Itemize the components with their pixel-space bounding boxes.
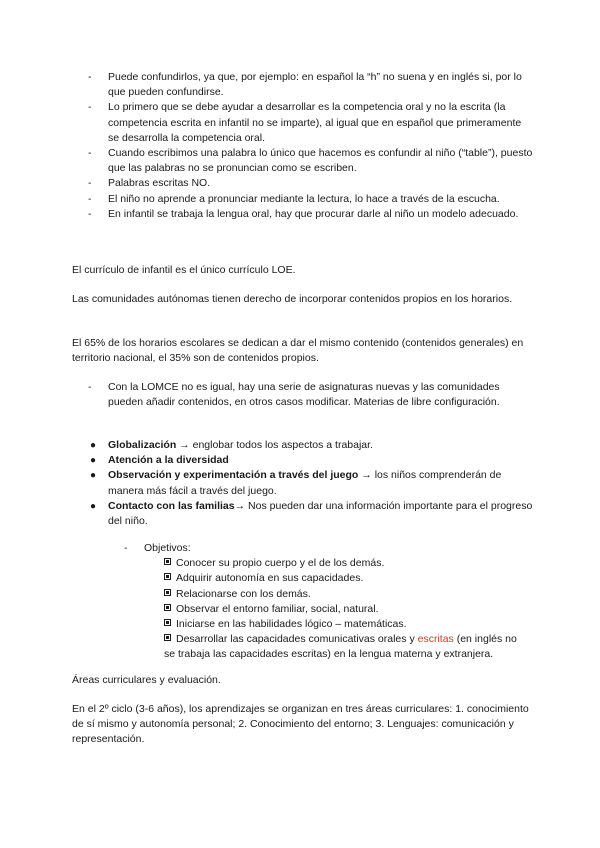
highlighted-word: escritas [417, 633, 454, 646]
list-item: Observar el entorno familiar, social, natural. [164, 602, 524, 617]
list-item: Desarrollar las capacidades comunicativas orales y escritas (en inglés no se trabaja las capacidades escritas) en la lengua materna y extranjera. [164, 633, 517, 661]
bullet-icon: ● [90, 500, 97, 512]
objectives-heading: - Objetivos: Conocer su propio cuerpo y el de los demás. Adquirir autonomía en sus capacidades. Relacionarse con los demás. Observar el entorno familiar, social, natural. Iniciarse en las habilidades lógico – matemáticas. Desarrollar las capacidades comunicativas orales y escritas (en inglés no se trabaja las capacidades escritas) en la lengua materna y extranjera. [124, 541, 524, 663]
list-item: ● Observación y experimentación a través del juego → los niños comprenderán de manera más fácil a través del juego. [90, 469, 502, 497]
principles-list [88, 438, 533, 529]
list-item: - Puede confundirlos, ya que, por ejemplo: en español la “h” no suena y en inglés si, por lo que pueden confundirse. [88, 71, 522, 99]
bullet-icon: ● [90, 470, 97, 482]
square-bullet-icon [164, 573, 171, 580]
paragraph-ciclo: En el 2º ciclo (3-6 años), los aprendizajes se organizan en tres áreas curriculares: 1. conocimiento de sí mismo y autonomía personal; 2. Conocimiento del entorno; 3. Lenguajes: comunicación y representación. [72, 703, 529, 746]
bullet-icon: ● [90, 440, 97, 451]
list-item: ● Globalización → englobar todos los aspectos a trabajar. [88, 438, 533, 453]
list-item: - El niño no aprende a pronunciar mediante la lectura, lo hace a través de la escucha. [88, 192, 500, 205]
list-item: - Palabras escritas NO. [88, 177, 211, 190]
list-item: ● Atención a la diversidad [88, 453, 533, 468]
list-item: Adquirir autonomía en sus capacidades. [164, 571, 524, 586]
intro-list [88, 70, 533, 222]
list-item: - Con la LOMCE no es igual, hay una serie de asignaturas nuevas y las comunidades pueden añadir contenidos, en otros casos modificar. Materias de libre configuración. [88, 381, 500, 409]
square-bullet-icon [164, 619, 171, 626]
square-bullet-icon [164, 604, 171, 611]
paragraph-percentages: El 65% de los horarios escolares se dedican a dar el mismo contenido (contenidos generales) en territorio nacional, el 35% son de contenidos propios. [72, 337, 524, 365]
list-item: - Cuando escribimos una palabra lo único que hacemos es confundir al niño (“table”), puesto que las palabras no se pronuncian como se escriben. [88, 147, 533, 175]
list-item: ● Contacto con las familias→ Nos pueden dar una información importante para el progreso del niño. [90, 499, 533, 528]
paragraph-areas: Áreas curriculares y evaluación. [72, 674, 221, 686]
objectives-list [124, 541, 524, 663]
list-item: Conocer su propio cuerpo y el de los demás. [164, 556, 524, 571]
list-item: Relacionarse con los demás. [164, 587, 524, 602]
list-item: - Lo primero que se debe ayudar a desarrollar es la competencia oral y no la escrita (la competencia escrita en infantil no se imparte), al igual que en español que primeramente se desarrolla la competencia oral. [88, 101, 522, 144]
list-item: Iniciarse en las habilidades lógico – matemáticas. [164, 617, 524, 632]
square-bullet-icon [164, 589, 171, 596]
objectives-sublist [144, 556, 524, 662]
paragraph-ccaa: Las comunidades autónomas tienen derecho de incorporar contenidos propios en los horarios. [72, 293, 513, 305]
list-item: - En infantil se trabaja la lengua oral, hay que procurar darle al niño un modelo adecuado. [88, 207, 519, 220]
square-bullet-icon [164, 634, 171, 641]
paragraph-loe: El currículo de infantil es el único currículo LOE. [72, 264, 296, 276]
lomce-list [88, 380, 533, 410]
bullet-icon: ● [90, 455, 97, 467]
square-bullet-icon [164, 558, 171, 565]
